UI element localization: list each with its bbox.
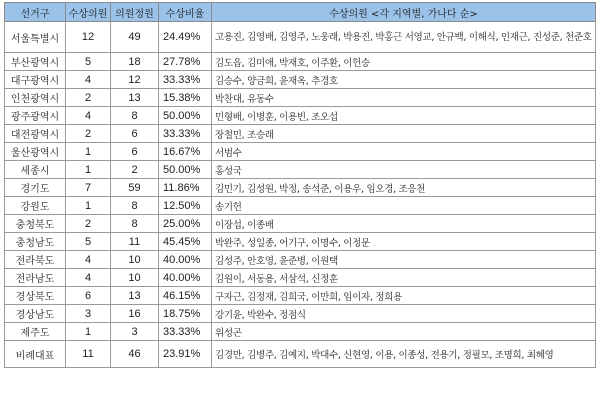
cell-ratio: 33.33%: [159, 71, 212, 89]
cell-names: 김경만, 김병주, 김예지, 박대수, 신현영, 이용, 이종성, 전용기, 정필모, 조명희, 최혜영: [212, 341, 596, 368]
cell-ratio: 33.33%: [159, 323, 212, 341]
cell-seats: 59: [111, 179, 159, 197]
cell-awarded: 2: [66, 89, 111, 107]
cell-names: 강기윤, 박완수, 정점식: [212, 305, 596, 323]
table-body: [5, 22, 596, 368]
cell-names: 이장섭, 이종배: [212, 215, 596, 233]
cell-ratio: 27.78%: [159, 53, 212, 71]
cell-seats: 12: [111, 71, 159, 89]
header-row: [5, 3, 596, 22]
cell-seats: 13: [111, 287, 159, 305]
cell-region: 인천광역시: [5, 89, 66, 107]
cell-region: 세종시: [5, 161, 66, 179]
cell-awarded: 2: [66, 125, 111, 143]
table-row: [5, 341, 596, 368]
cell-region: 전라남도: [5, 269, 66, 287]
table-row: [5, 305, 596, 323]
table-row: [5, 269, 596, 287]
cell-awarded: 12: [66, 22, 111, 53]
cell-ratio: 12.50%: [159, 197, 212, 215]
header-seats: 의원정원: [111, 3, 159, 22]
cell-seats: 8: [111, 215, 159, 233]
cell-awarded: 1: [66, 161, 111, 179]
cell-names: 김승수, 양금희, 윤재옥, 추경호: [212, 71, 596, 89]
cell-region: 비례대표: [5, 341, 66, 368]
cell-awarded: 4: [66, 71, 111, 89]
table-row: [5, 107, 596, 125]
cell-seats: 3: [111, 323, 159, 341]
cell-seats: 6: [111, 143, 159, 161]
cell-awarded: 4: [66, 251, 111, 269]
header-awarded: 수상의원: [66, 3, 111, 22]
cell-region: 경상남도: [5, 305, 66, 323]
cell-region: 부산광역시: [5, 53, 66, 71]
cell-seats: 10: [111, 251, 159, 269]
cell-ratio: 45.45%: [159, 233, 212, 251]
table-row: [5, 179, 596, 197]
cell-awarded: 4: [66, 269, 111, 287]
header-names: 수상의원 <각 지역별, 가나다 순>: [212, 3, 596, 22]
cell-names: 박완주, 성일종, 어기구, 이명수, 이정문: [212, 233, 596, 251]
table-row: [5, 323, 596, 341]
table-row: [5, 197, 596, 215]
cell-ratio: 50.00%: [159, 107, 212, 125]
cell-region: 울산광역시: [5, 143, 66, 161]
cell-awarded: 7: [66, 179, 111, 197]
cell-names: 김민기, 김성원, 박정, 송석준, 이용우, 임오경, 조응천: [212, 179, 596, 197]
table-row: [5, 89, 596, 107]
header-region: 선거구: [5, 3, 66, 22]
cell-seats: 11: [111, 233, 159, 251]
table-row: [5, 161, 596, 179]
cell-region: 제주도: [5, 323, 66, 341]
cell-awarded: 5: [66, 53, 111, 71]
cell-region: 대구광역시: [5, 71, 66, 89]
cell-seats: 10: [111, 269, 159, 287]
cell-names: 장철민, 조승래: [212, 125, 596, 143]
cell-names: 구자근, 김정재, 김희국, 이만희, 임이자, 정희용: [212, 287, 596, 305]
cell-seats: 18: [111, 53, 159, 71]
cell-awarded: 1: [66, 197, 111, 215]
cell-region: 대전광역시: [5, 125, 66, 143]
header-ratio: 수상비율: [159, 3, 212, 22]
cell-awarded: 1: [66, 323, 111, 341]
cell-names: 박찬대, 유동수: [212, 89, 596, 107]
cell-ratio: 18.75%: [159, 305, 212, 323]
cell-ratio: 15.38%: [159, 89, 212, 107]
cell-seats: 16: [111, 305, 159, 323]
cell-seats: 49: [111, 22, 159, 53]
cell-awarded: 5: [66, 233, 111, 251]
cell-awarded: 6: [66, 287, 111, 305]
cell-names: 서범수: [212, 143, 596, 161]
table-row: [5, 287, 596, 305]
cell-ratio: 24.49%: [159, 22, 212, 53]
cell-seats: 8: [111, 197, 159, 215]
cell-region: 경상북도: [5, 287, 66, 305]
cell-names: 김원이, 서동용, 서삼석, 신정훈: [212, 269, 596, 287]
cell-ratio: 23.91%: [159, 341, 212, 368]
cell-awarded: 11: [66, 341, 111, 368]
cell-names: 홍성국: [212, 161, 596, 179]
cell-region: 서울특별시: [5, 22, 66, 53]
cell-names: 김성주, 안호영, 윤준병, 이원택: [212, 251, 596, 269]
cell-names: 송기헌: [212, 197, 596, 215]
cell-seats: 6: [111, 125, 159, 143]
table-row: [5, 22, 596, 53]
award-table-container: [4, 2, 595, 405]
cell-names: 민형배, 이병훈, 이용빈, 조오섭: [212, 107, 596, 125]
award-table: [4, 2, 596, 368]
table-row: [5, 251, 596, 269]
cell-region: 강원도: [5, 197, 66, 215]
cell-names: 위성곤: [212, 323, 596, 341]
cell-region: 경기도: [5, 179, 66, 197]
cell-awarded: 2: [66, 215, 111, 233]
table-row: [5, 215, 596, 233]
cell-ratio: 16.67%: [159, 143, 212, 161]
cell-region: 충청북도: [5, 215, 66, 233]
cell-ratio: 33.33%: [159, 125, 212, 143]
cell-seats: 2: [111, 161, 159, 179]
cell-ratio: 40.00%: [159, 269, 212, 287]
cell-seats: 8: [111, 107, 159, 125]
cell-ratio: 11.86%: [159, 179, 212, 197]
cell-awarded: 3: [66, 305, 111, 323]
cell-ratio: 40.00%: [159, 251, 212, 269]
cell-ratio: 46.15%: [159, 287, 212, 305]
cell-awarded: 4: [66, 107, 111, 125]
cell-names: 고용진, 김영배, 김영주, 노웅래, 박용진, 박홍근 서영교, 안규백, 이해식, 인재근, 진성준, 천준호: [212, 22, 596, 53]
cell-awarded: 1: [66, 143, 111, 161]
table-row: [5, 233, 596, 251]
table-row: [5, 125, 596, 143]
table-row: [5, 143, 596, 161]
cell-seats: 13: [111, 89, 159, 107]
cell-ratio: 25.00%: [159, 215, 212, 233]
cell-region: 전라북도: [5, 251, 66, 269]
cell-seats: 46: [111, 341, 159, 368]
cell-names: 김도읍, 김미애, 박재호, 이주환, 이헌승: [212, 53, 596, 71]
cell-region: 광주광역시: [5, 107, 66, 125]
table-row: [5, 53, 596, 71]
table-row: [5, 71, 596, 89]
cell-ratio: 50.00%: [159, 161, 212, 179]
cell-region: 충청남도: [5, 233, 66, 251]
